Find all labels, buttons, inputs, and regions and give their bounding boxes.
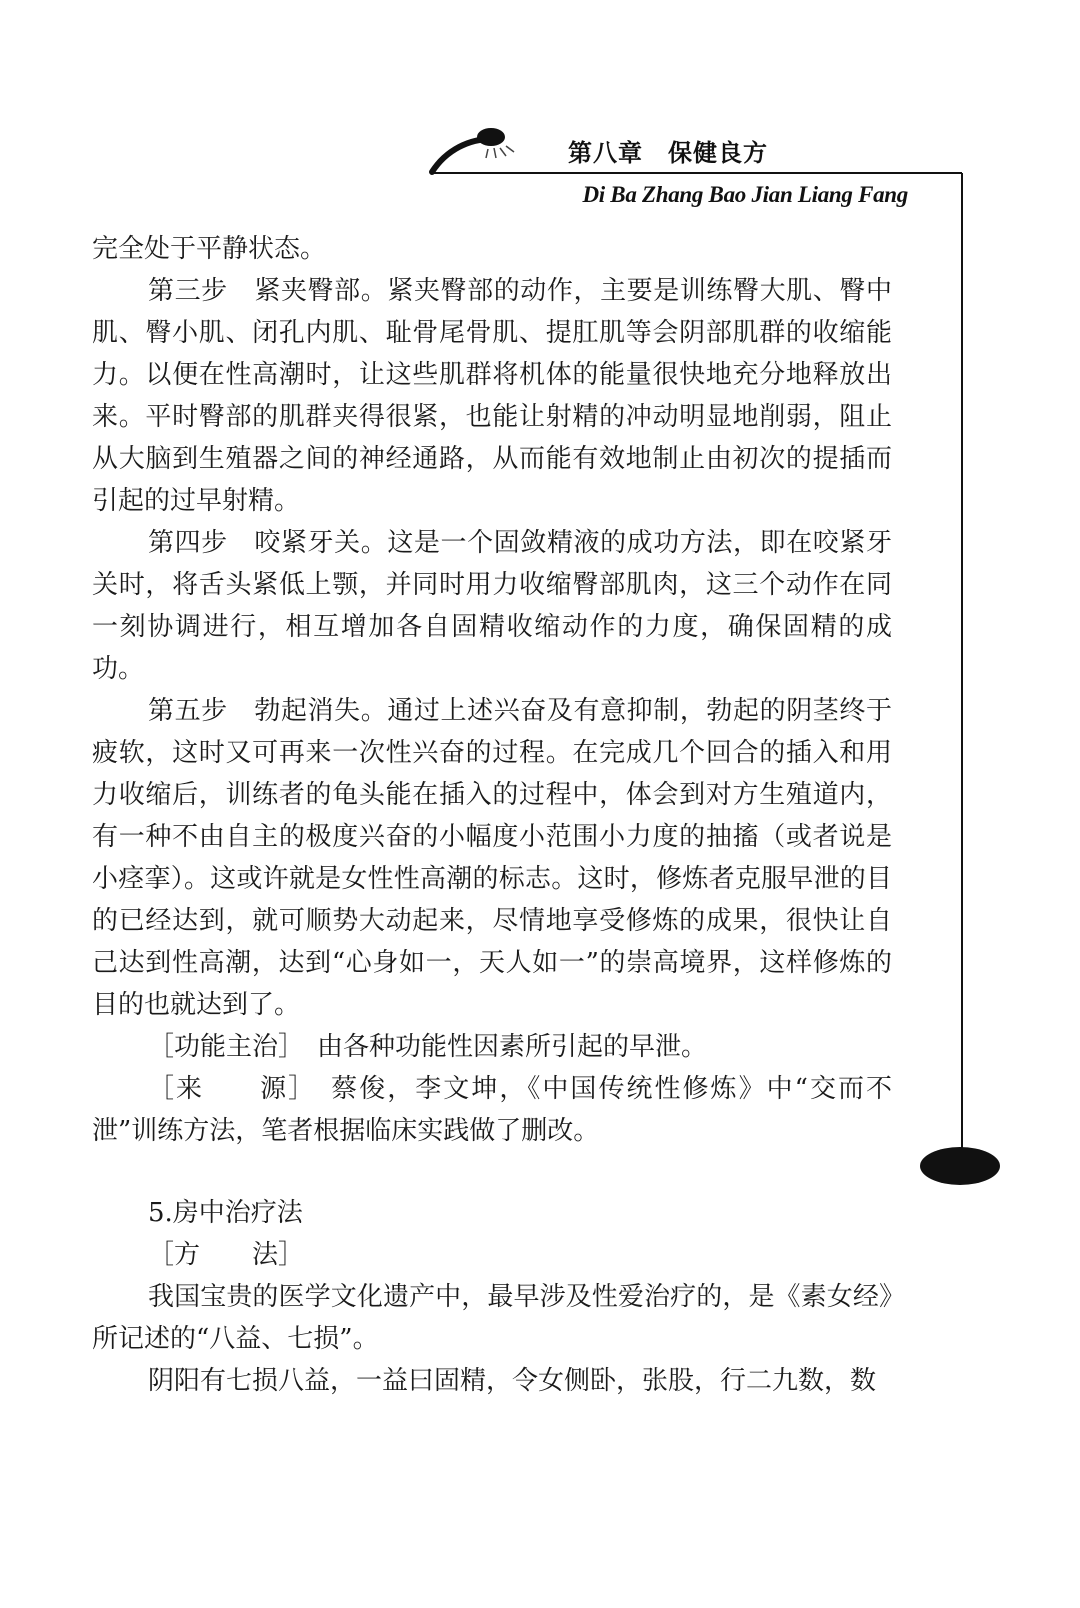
paragraph: 第四步 咬紧牙关。这是一个固敛精液的成功方法，即在咬紧牙关时，将舌头紧低上颚，并同时用力收缩臀部肌肉，这三个动作在同一刻协调进行，相互增加各自固精收缩动作的力度，确保固精的成功。 — [92, 528, 892, 684]
method-label: ［方 法］ — [148, 1240, 305, 1270]
paragraph: 第三步 紧夹臀部。紧夹臀部的动作，主要是训练臀大肌、臀中肌、臀小肌、闭孔内肌、耻骨尾骨肌、提肛肌等会阴部肌群的收缩能力。以便在性高潮时，让这些肌群将机体的能量很快地充分地释放出来。平时臀部的肌群夹得很紧，也能让射精的冲动明显地削弱，阻止从大脑到生殖器之间的神经通路，从而能有效地制止由初次的提插而引起的过早射精。 — [92, 276, 892, 516]
body-text — [92, 228, 892, 1402]
paragraph: 第五步 勃起消失。通过上述兴奋及有意抑制，勃起的阴茎终于疲软，这时又可再来一次性兴奋的过程。在完成几个回合的插入和用力收缩后，训练者的龟头能在插入的过程中，体会到对方生殖道内，有一种不由自主的极度兴奋的小幅度小范围小力度的抽搐（或者说是小痉挛）。这或许就是女性性高潮的标志。这时，修炼者克服早泄的目的已经达到，就可顺势大动起来，尽情地享受修炼的成果，很快让自己达到性高潮，达到“心身如一，天人如一”的崇高境界，这样修炼的目的也就达到了。 — [92, 696, 892, 1020]
function-indication: ［功能主治］ 由各种功能性因素所引起的早泄。 — [148, 1032, 708, 1062]
lamp-head-icon — [477, 128, 505, 146]
paragraph: 完全处于平静状态。 — [92, 234, 327, 264]
source-note: ［来 源］ 蔡俊，李文坤，《中国传统性修炼》中“交而不泄”训练方法，笔者根据临床实践做了删改。 — [92, 1074, 892, 1146]
lamp-swoosh-icon — [432, 139, 494, 172]
paragraph: 阴阳有七损八益，一益曰固精，令女侧卧，张股，行二九数，数 — [148, 1366, 877, 1396]
page-number-tab — [920, 1147, 1000, 1185]
pinyin-title: Di Ba Zhang Bao Jian Liang Fang — [582, 182, 908, 207]
section-title: 5.房中治疗法 — [148, 1198, 303, 1228]
chapter-title: 第八章 保健良方 — [568, 139, 768, 167]
spacer — [92, 1152, 892, 1192]
paragraph: 我国宝贵的医学文化遗产中，最早涉及性爱治疗的，是《素女经》所记述的“八益、七损”。 — [92, 1282, 892, 1354]
